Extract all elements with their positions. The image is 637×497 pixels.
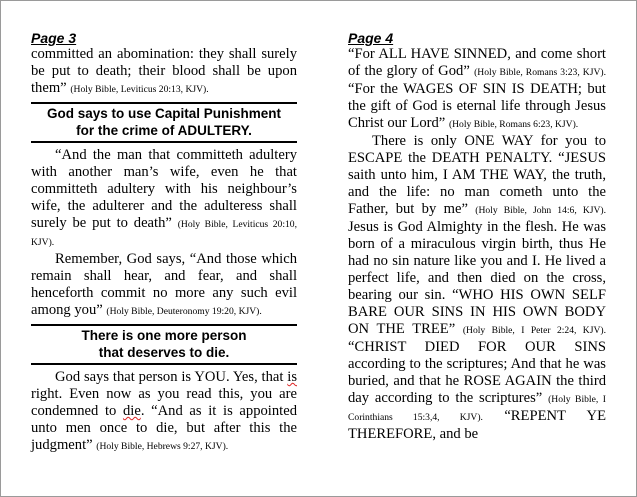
paragraph-text: “REPENT YE THEREFORE, and be: [348, 408, 606, 442]
paragraph-text: There is only ONE WAY for you to ESCAPE the DEATH PENALTY. “JESUS saith unto him, I AM THE WAY, the truth, and the life: no man cometh unto the Father, but by me”: [348, 133, 606, 217]
spellcheck-word: die: [122, 403, 141, 419]
scripture-citation: (Holy Bible, Hebrews 9:27, KJV).: [96, 441, 229, 452]
you-paragraph: [31, 369, 297, 455]
scripture-citation: (Holy Bible, Romans 3:23, KJV).: [474, 67, 606, 78]
paragraph-text: God says that person is YOU. Yes, that: [55, 369, 288, 385]
spellcheck-word: is: [287, 369, 297, 385]
callout-capital-punishment: [31, 102, 297, 143]
paragraph-text: committed an abomination: they shall surely be put to death; their blood shall be upon them”: [31, 46, 297, 96]
scripture-citation: (Holy Bible, I Peter 2:24, KJV).: [462, 325, 606, 336]
scripture-citation: (Holy Bible, Deuteronomy 19:20, KJV).: [106, 306, 262, 317]
paragraph-text: “CHRIST DIED FOR OUR SINS according to the scriptures; And that he was buried, and that he ROSE AGAIN the third day according to the scriptures”: [348, 339, 606, 406]
paragraph-text: “For ALL HAVE SINNED, and come short of the glory of God”: [348, 46, 606, 79]
callout-line: for the crime of ADULTERY.: [76, 123, 252, 138]
one-way-paragraph: [348, 133, 606, 443]
scripture-citation: (Holy Bible, Romans 6:23, KJV).: [448, 119, 579, 130]
page-label: Page 3: [31, 30, 77, 46]
right-page-column: [348, 30, 606, 443]
intro-paragraph: [31, 46, 297, 98]
callout-one-more-person: [31, 324, 297, 365]
left-page-column: [31, 30, 297, 455]
paragraph-text: Remember, God says, “And those which remain shall hear, and fear, and shall henceforth commit no more any such evil among you”: [31, 251, 297, 318]
callout-line: that deserves to die.: [98, 345, 230, 360]
adultery-paragraph: [31, 147, 297, 251]
scripture-citation: (Holy Bible, I Corinthians 15:3,4, KJV).: [348, 394, 607, 423]
scripture-citation: (Holy Bible, Leviticus 20:13, KJV).: [70, 84, 209, 95]
paragraph-text: right. Even now as you read this, you are condemned to: [31, 386, 297, 419]
paragraph-text: “And the man that committeth adultery with another man’s wife, even he that committeth adultery with his neighbour’s wife, the adulterer and the adulteress shall surely be put to death”: [31, 147, 297, 231]
page-label: Page 4: [348, 30, 394, 46]
sinned-paragraph: [348, 46, 606, 133]
scripture-citation: (Holy Bible, John 14:6, KJV).: [475, 205, 607, 216]
paragraph-text: . “And as it is appointed unto men once to die, but after this the judgment”: [31, 403, 297, 453]
scripture-citation: (Holy Bible, Leviticus 20:10, KJV).: [31, 219, 297, 248]
paragraph-text: Jesus is God Almighty in the flesh. He was born of a miraculous virgin birth, thus He had no sin nature like you and I. He lived a perfect life, and then died on the cross, bearing our sin. “WHO HIS OWN SELF BARE OUR SINS IN HIS OWN BODY ON THE TREE”: [348, 219, 606, 337]
callout-line: God says to use Capital Punishment: [46, 106, 282, 121]
callout-line: There is one more person: [81, 328, 247, 343]
remember-paragraph: [31, 251, 297, 320]
paragraph-text: “For the WAGES OF SIN IS DEATH; but the gift of God is eternal life through Jesus Christ our Lord”: [348, 81, 606, 131]
